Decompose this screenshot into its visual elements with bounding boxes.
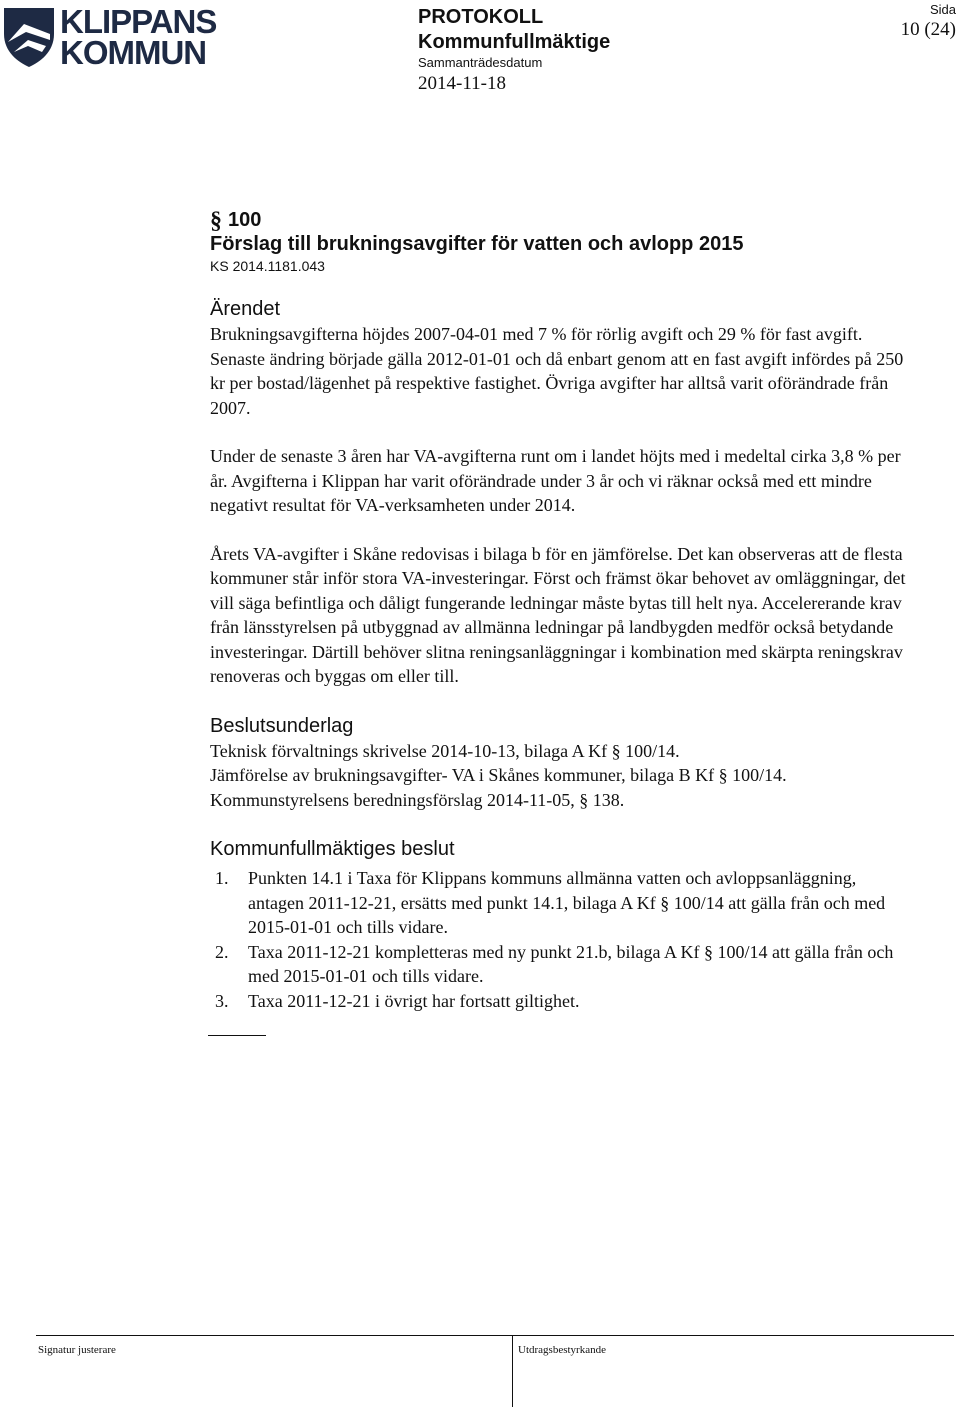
section-number-value: 100 [228, 209, 262, 231]
arendet-paragraph-3: Årets VA-avgifter i Skåne redovisas i bilaga b för en jämförelse. Det kan observeras att de flesta kommuner står inför stora VA-investeringar. Först och främst ökar behovet av omläggningar, det vill säga befintliga och dåligt fungerande ledningar måste bytas till helt nya. Accelererande krav från länsstyrelsen på utbyggnad av allmänna ledningar på landbygden medför också betydande investeringar. Därtill behöver slitna reningsanläggningar i kombination med skärpta reningskrav renoveras och byggas om eller till. [210, 543, 906, 686]
arendet-paragraph-1: Brukningsavgifterna höjdes 2007-04-01 med 7 % för rörlig avgift och 29 % för fast avgift. Senaste ändring började gälla 2012-01-01 och då enbart genom att en fast avgift infördes på 250 kr per bostad/lägenhet på respektive fastighet. Övriga avgifter har alltså varit oförändrade från 2007. [210, 324, 904, 418]
beslut-item-2 [210, 940, 910, 989]
beslutsunderlag-line-3: Kommunstyrelsens beredningsförslag 2014-11-05, § 138. [210, 789, 625, 810]
assembly-name: Kommunfullmäktige [418, 31, 611, 53]
logo-line-2: KOMMUN [60, 34, 207, 71]
arendet-heading: Ärendet [210, 298, 281, 320]
meeting-date: 2014-11-18 [418, 73, 506, 94]
logo-wordmark [60, 3, 217, 71]
beslut-item-number: 3. [215, 990, 229, 1011]
section-symbol: § [210, 208, 222, 234]
case-number: KS 2014.1181.043 [210, 258, 325, 274]
beslut-item-text: Taxa 2011-12-21 kompletteras med ny punkt 21.b, bilaga A Kf § 100/14 att gälla från och med 2015-01-01 och tills vidare. [248, 941, 894, 986]
meeting-date-label: Sammanträdesdatum [418, 55, 543, 70]
beslut-heading: Kommunfullmäktiges beslut [210, 838, 455, 860]
document-header [418, 5, 610, 97]
footer-divider [512, 1336, 513, 1407]
section-title: Förslag till brukningsavgifter för vatten och avlopp 2015 [210, 233, 744, 255]
beslut-item-text: Taxa 2011-12-21 i övrigt har fortsatt giltighet. [248, 990, 580, 1011]
beslutsunderlag-line-1: Teknisk förvaltnings skrivelse 2014-10-13, bilaga A Kf § 100/14. [210, 740, 680, 761]
certification-label: Utdragsbestyrkande [518, 1344, 606, 1356]
protocol-body [210, 208, 910, 1036]
beslutsunderlag-line-2: Jämförelse av brukningsavgifter- VA i Skånes kommuner, bilaga B Kf § 100/14. [210, 765, 787, 785]
page-number: 10 (24) [900, 19, 956, 40]
beslut-list [210, 866, 910, 1013]
logo-line-1: KLIPPANS [60, 3, 217, 40]
municipality-logo [2, 3, 217, 71]
signature-footer [36, 1335, 954, 1407]
page-label: Sida [929, 2, 956, 17]
klippan-emblem-icon [2, 4, 56, 68]
beslut-item-number: 1. [215, 868, 229, 888]
beslutsunderlag-heading: Beslutsunderlag [210, 714, 354, 737]
document-type: PROTOKOLL [418, 6, 544, 28]
signature-label: Signatur justerare [38, 1344, 116, 1356]
page-indicator [901, 2, 956, 42]
section-number [210, 208, 910, 232]
arendet-paragraph-2: Under de senaste 3 åren har VA-avgifterna runt om i landet höjts med i medeltal cirka 3,8 % per år. Avgifterna i Klippan har varit oförändrade under 3 år och vi räknar också med ett mindre negativt resultat för VA-verksamheten under 2014. [210, 446, 901, 515]
beslut-item-text: Punkten 14.1 i Taxa för Klippans kommuns allmänna vatten och avloppsanläggning, antagen 2011-12-21, ersätts med punkt 14.1, bilaga A Kf § 100/14 att gälla från och med 2015-01-01 och tills vidare. [248, 868, 886, 937]
end-rule [208, 1035, 266, 1036]
beslut-item-3 [210, 989, 910, 1014]
beslut-item-number: 2. [215, 941, 229, 962]
beslut-item-1 [210, 866, 910, 940]
